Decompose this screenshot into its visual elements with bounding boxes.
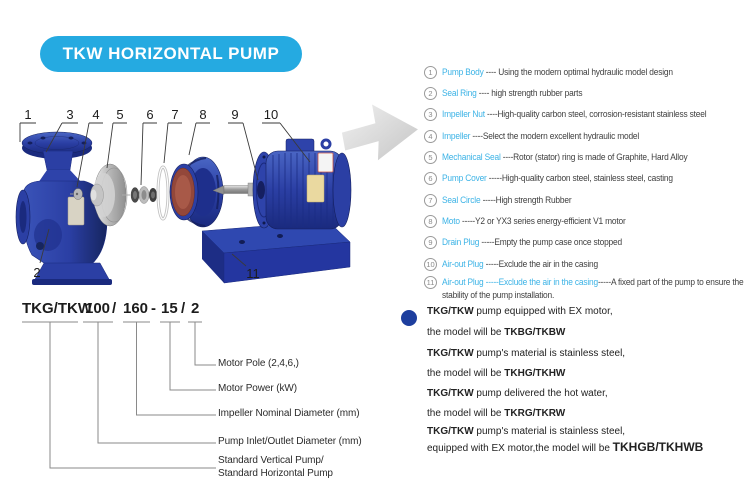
part-number-badge: 5 (424, 151, 437, 164)
part-name: Impeller Nut (442, 109, 485, 119)
part-name: Seal Ring (442, 88, 477, 98)
callout-number: 4 (92, 107, 100, 122)
model-label-horizontal-pump: Standard Horizontal Pump (218, 468, 333, 479)
model-code-pole: 2 (191, 300, 200, 317)
part-name: Pump Cover (442, 173, 487, 183)
callout-number: 7 (171, 107, 179, 122)
variant-condition: TKG/TKW pump equipped with EX motor, (427, 306, 613, 317)
seal-circle-oring (158, 167, 168, 219)
part-description: -----Y2 or YX3 series energy-efficient V1 motor (459, 216, 626, 226)
mechanical-seal-parts (122, 187, 157, 204)
part-number-badge: 6 (424, 172, 437, 185)
list-item (424, 276, 756, 302)
variant-result: the model will be TKHG/TKHW (427, 368, 566, 379)
part-name: Air-out Plug (442, 277, 484, 287)
part-description: ---- high strength rubber parts (476, 88, 583, 98)
part-description: -----Exclude the air in the casing (483, 259, 598, 269)
variant-result: the model will be TKRG/TKRW (427, 408, 566, 419)
list-item (424, 215, 639, 228)
variant-result: the model will be TKBG/TKBW (427, 327, 566, 338)
model-label-inlet-outlet: Pump Inlet/Outlet Diameter (mm) (218, 436, 362, 447)
part-description: -----A fixed part of the pump to ensure the stability of the pump installation. (442, 277, 744, 300)
callout-number: 3 (66, 107, 74, 122)
part-name: Pump Body (442, 67, 484, 77)
part-name: Moto (442, 216, 460, 226)
list-item (424, 66, 690, 79)
part-name: Impeller (442, 131, 471, 141)
callout-number: 9 (231, 107, 239, 122)
model-label-impeller-dia: Impeller Nominal Diameter (mm) (218, 408, 360, 419)
model-label-motor-power: Motor Power (kW) (218, 383, 297, 394)
part-number-badge: 1 (424, 66, 437, 79)
callout-number: 6 (146, 107, 154, 122)
model-code-power: 15 (161, 300, 178, 317)
title-banner (40, 36, 302, 72)
list-item (424, 194, 581, 207)
variant-condition: TKG/TKW pump delivered the hot water, (427, 388, 608, 399)
model-code-value: TKHGB/TKHWB (612, 440, 704, 454)
model-variants-section (427, 306, 756, 466)
bullet-dot-icon (401, 310, 417, 326)
part-number-badge: 4 (424, 130, 437, 143)
part-number-badge: 3 (424, 108, 437, 121)
part-number-badge: 9 (424, 236, 437, 249)
model-code-slash: / (181, 300, 186, 317)
callout-number: 5 (116, 107, 124, 122)
part-description: ----Rotor (stator) ring is made of Graphite, Hard Alloy (500, 152, 688, 162)
variant-condition: TKG/TKW pump's material is stainless steel, (427, 426, 626, 437)
callout-number: 1 (24, 107, 32, 122)
model-label-vertical-pump: Standard Vertical Pump/ (218, 455, 324, 466)
callout-number: 8 (199, 107, 207, 122)
motor (213, 139, 351, 229)
page-title: TKW HORIZONTAL PUMP (62, 44, 280, 63)
callout-number: 10 (263, 107, 279, 122)
flow-arrow-icon (342, 92, 424, 180)
list-item (424, 130, 654, 143)
part-description: ----Select the modern excellent hydraulic model (470, 131, 640, 141)
part-name: Mechanical Seal (442, 152, 501, 162)
list-item (424, 258, 610, 271)
model-code-dash: - (151, 300, 156, 317)
part-number-badge: 2 (424, 87, 437, 100)
part-description: ---- Using the modern optimal hydraulic model design (483, 67, 673, 77)
part-description: ----High-quality carbon steel, corrosion-resistant stainless steel (484, 109, 707, 119)
list-item (424, 87, 593, 100)
model-label-motor-pole: Motor Pole (2,4,6,) (218, 358, 299, 369)
variant-result: equipped with EX motor,the model will be TKHGB/TKHWB (427, 440, 704, 454)
model-code-impeller: 160 (123, 300, 149, 317)
part-name: Air-out Plug (442, 259, 484, 269)
callout-number: 2 (33, 265, 41, 280)
model-code-value: TKRG/TKRW (504, 408, 566, 419)
parts-list (424, 30, 756, 300)
part-number-badge: 8 (424, 215, 437, 228)
part-name: Seal Circle (442, 195, 481, 205)
part-description: -----Empty the pump case once stopped (479, 237, 622, 247)
part-description: -----High-quality carbon steel, stainless steel, casting (486, 173, 673, 183)
list-item (424, 151, 706, 164)
part-number-badge: 7 (424, 194, 437, 207)
model-code-value: TKHG/TKHW (504, 368, 566, 379)
part-number-badge: 11 (424, 276, 437, 289)
pump-cover (170, 157, 223, 227)
list-item (424, 236, 636, 249)
model-code-series: TKG/TKW (22, 300, 92, 317)
part-description: -----High strength Rubber (480, 195, 572, 205)
list-item (424, 172, 690, 185)
part-number-badge: 10 (424, 258, 437, 271)
list-item (424, 108, 726, 121)
part-name: Drain Plug (442, 237, 480, 247)
model-code-slash: / (112, 300, 117, 317)
callout-number: 11 (246, 266, 260, 281)
motor-base (202, 221, 350, 283)
part-description-highlight: -----Exclude the air in the casing (483, 277, 598, 287)
variant-condition: TKG/TKW pump's material is stainless steel, (427, 348, 626, 359)
model-code-value: TKBG/TKBW (504, 327, 566, 338)
model-code-inlet: 100 (85, 300, 111, 317)
